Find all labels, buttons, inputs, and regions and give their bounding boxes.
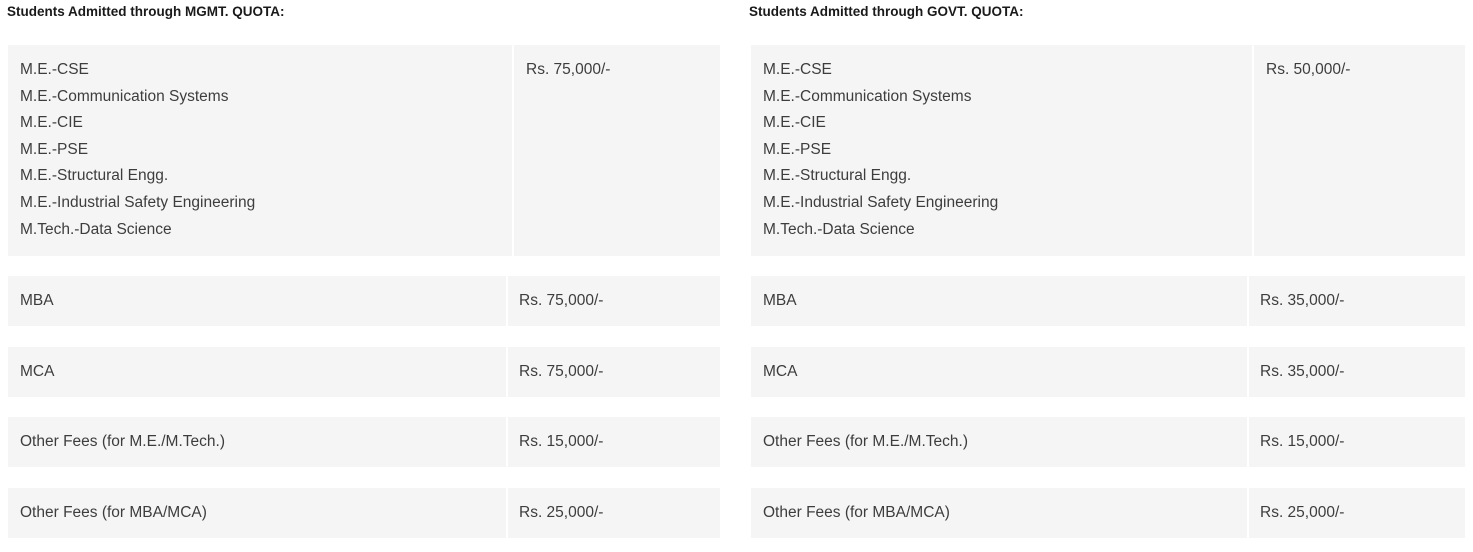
table-row (8, 276, 720, 326)
table-row (751, 276, 1465, 326)
course-name: M.E.-Structural Engg. (763, 167, 912, 185)
course-name: M.E.-Communication Systems (763, 87, 972, 105)
course-cell: MCA (751, 347, 1247, 397)
course-cell: MCA (8, 347, 506, 397)
fee-cell (514, 45, 720, 256)
course-cell (8, 45, 512, 256)
fee-cell: Rs. 25,000/- (1249, 488, 1465, 538)
fee-cell: Rs. 15,000/- (508, 417, 720, 467)
fee-cell: Rs. 25,000/- (508, 488, 720, 538)
course-name: M.Tech.-Data Science (763, 220, 915, 238)
course-cell (751, 45, 1252, 256)
fee-cell: Rs. 75,000/- (508, 276, 720, 326)
fee-amount: Rs. 75,000/- (526, 61, 611, 78)
course-cell: MBA (8, 276, 506, 326)
table-row (8, 347, 720, 397)
course-name: M.E.-CSE (20, 61, 89, 78)
course-name: M.E.-Industrial Safety Engineering (763, 193, 999, 211)
fee-cell: Rs. 15,000/- (1249, 417, 1465, 467)
table-row (8, 417, 720, 467)
course-name: M.E.-PSE (763, 140, 832, 158)
course-name: M.E.-PSE (20, 140, 89, 158)
mgmt-quota-heading: Students Admitted through MGMT. QUOTA: (7, 4, 285, 19)
course-name: M.E.-Communication Systems (20, 87, 229, 105)
course-cell: Other Fees (for MBA/MCA) (751, 488, 1247, 538)
table-row (751, 488, 1465, 538)
govt-quota-heading: Students Admitted through GOVT. QUOTA: (749, 4, 1024, 19)
table-row (8, 488, 720, 538)
course-cell: Other Fees (for M.E./M.Tech.) (751, 417, 1247, 467)
fee-cell: Rs. 35,000/- (1249, 276, 1465, 326)
course-name: M.E.-CSE (763, 61, 832, 78)
course-name: M.E.-Structural Engg. (20, 167, 169, 185)
fee-cell (1254, 45, 1465, 256)
table-row (751, 45, 1465, 256)
course-name: M.E.-Industrial Safety Engineering (20, 193, 256, 211)
table-row (751, 417, 1465, 467)
course-name: M.E.-CIE (763, 114, 826, 132)
fee-cell: Rs. 75,000/- (508, 347, 720, 397)
fee-cell: Rs. 35,000/- (1249, 347, 1465, 397)
fee-amount: Rs. 50,000/- (1266, 61, 1351, 78)
course-cell: MBA (751, 276, 1247, 326)
table-row (751, 347, 1465, 397)
course-name: M.Tech.-Data Science (20, 220, 172, 238)
course-name: M.E.-CIE (20, 114, 83, 132)
table-row (8, 45, 720, 256)
course-cell: Other Fees (for MBA/MCA) (8, 488, 506, 538)
course-cell: Other Fees (for M.E./M.Tech.) (8, 417, 506, 467)
